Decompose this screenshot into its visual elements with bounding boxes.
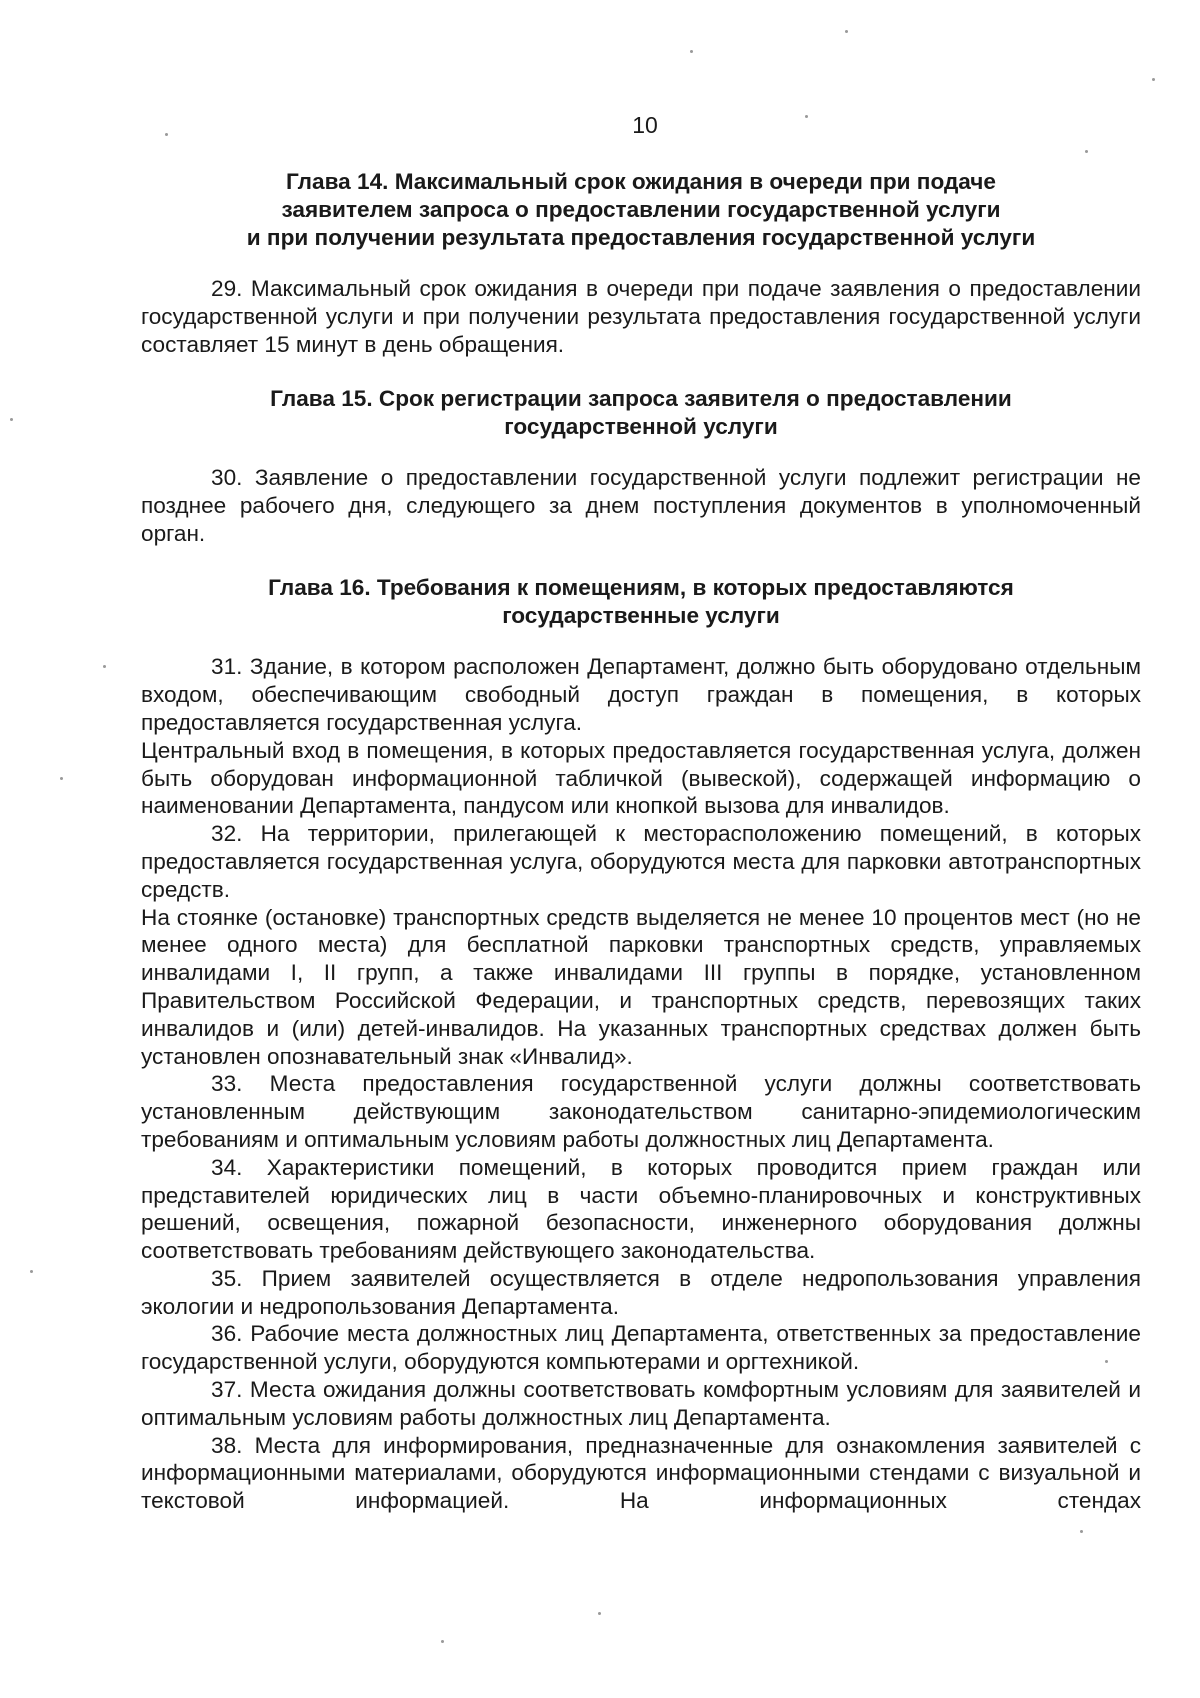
chapter-heading (141, 168, 1141, 251)
scan-speck (845, 30, 848, 33)
scan-speck (60, 777, 63, 780)
paragraph: 30. Заявление о предоставлении государственной услуги подлежит регистрации не позднее рабочего дня, следующего за днем поступления документов в уполномоченный орган. (141, 465, 1141, 546)
heading-line: заявителем запроса о предоставлении государственной услуги (281, 196, 1001, 222)
scan-speck (103, 665, 106, 668)
heading-line: и при получении результата предоставления государственной услуги (246, 224, 1036, 250)
paragraph: 33. Места предоставления государственной услуги должны соответствовать установленным действующим законодательством санитарно-эпидемиологическим требованиям и оптимальным условиям работы должностных лиц Департамента. (141, 1071, 1141, 1152)
scan-speck (1152, 78, 1155, 81)
scan-speck (1080, 1530, 1083, 1533)
paragraph: Центральный вход в помещения, в которых предоставляется государственная услуга, должен быть оборудован информационной табличкой (вывеской), содержащей информацию о наименовании Департамента, пандусом или кнопкой вызова для инвалидов. (141, 737, 1141, 819)
scan-speck (10, 418, 13, 421)
scan-speck (690, 50, 693, 53)
heading-line: государственные услуги (502, 602, 780, 628)
paragraph: 29. Максимальный срок ожидания в очереди при подаче заявления о предоставлении государственной услуги и при получении результата предоставления государственной услуги составляет 15 минут в день обращения. (141, 276, 1141, 357)
paragraph: На стоянке (остановке) транспортных средств выделяется не менее 10 процентов мест (но не менее одного места) для бесплатной парковки транспортных средств, управляемых инвалидами I, II групп, а также инвалидами III группы в порядке, установленном Правительством Российской Федерации, и транспортных средств, перевозящих таких инвалидов и (или) детей-инвалидов. На указанных транспортных средствах должен быть установлен опознавательный знак «Инвалид». (141, 904, 1141, 1069)
scan-speck (441, 1640, 444, 1643)
chapter-heading (141, 385, 1141, 441)
heading-line: Глава 14. Максимальный срок ожидания в очереди при подаче (285, 169, 996, 194)
page-number: 10 (632, 112, 658, 138)
heading-line: государственной услуги (504, 413, 778, 439)
paragraph: 37. Места ожидания должны соответствовать комфортным условиям для заявителей и оптимальным условиям работы должностных лиц Департамента. (141, 1377, 1141, 1430)
paragraph: 36. Рабочие места должностных лиц Департамента, ответственных за предоставление государственной услуги, оборудуются компьютерами и оргтехникой. (141, 1321, 1141, 1375)
paragraph: 34. Характеристики помещений, в которых проводится прием граждан или представителей юридических лиц в части объемно-планировочных и конструктивных решений, освещения, пожарной безопасности, инженерного оборудования должны соответствовать требованиям действующего законодательства. (141, 1154, 1141, 1264)
heading-line: Глава 15. Срок регистрации запроса заявителя о предоставлении (270, 385, 1012, 411)
scan-speck (30, 1270, 33, 1273)
paragraph: 38. Места для информирования, предназначенные для ознакомления заявителей с информационными материалами, оборудуются информационными стендами с визуальной и текстовой информацией. На информационных стендах (141, 1432, 1141, 1514)
chapter-heading (141, 574, 1141, 630)
paragraph: 35. Прием заявителей осуществляется в отделе недропользования управления экологии и недропользования Департамента. (141, 1265, 1141, 1319)
scan-speck (1085, 150, 1088, 153)
scan-speck (598, 1612, 601, 1615)
paragraph: 31. Здание, в котором расположен Департамент, должно быть оборудовано отдельным входом, обеспечивающим свободный доступ граждан в помещения, в которых предоставляется государственная услуга. (141, 654, 1141, 735)
document-body (141, 168, 1141, 1515)
heading-line: Глава 16. Требования к помещениям, в которых предоставляются (268, 574, 1014, 600)
paragraph: 32. На территории, прилегающей к месторасположению помещений, в которых предоставляется государственная услуга, оборудуются места для парковки автотранспортных средств. (141, 821, 1141, 902)
